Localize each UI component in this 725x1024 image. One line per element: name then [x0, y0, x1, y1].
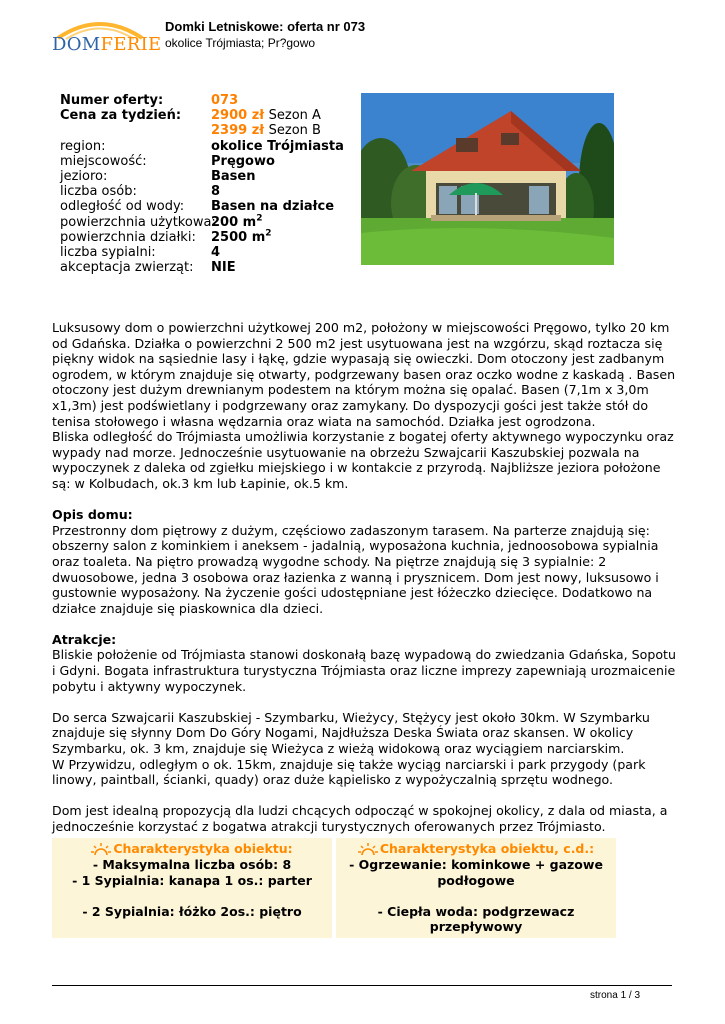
spec-label: liczba sypialni: — [60, 244, 156, 260]
spec-value: Pręgowo — [211, 153, 275, 169]
features-box-left — [52, 838, 332, 938]
spec-label: Numer oferty: — [60, 93, 164, 108]
attractions-paragraph: Bliskie położenie od Trójmiasta stanowi doskonałą bazę wypadową do zwiedzania Gdańska, Sopotu i Gdyni. Bogata infrastruktura turystyczna Trójmiasta oraz liczne imprezy zapewniają urozmaicenie pobytu i aktywny wypoczynek. — [52, 647, 676, 694]
features-list — [56, 857, 328, 919]
spec-label: odległość od wody: — [60, 199, 185, 215]
feature-item: - 1 Sypialnia: kanapa 1 os.: parter — [72, 872, 312, 888]
spec-label: powierzchnia działki: — [60, 229, 196, 245]
attractions-heading: Atrakcje: — [52, 631, 117, 647]
spec-label: powierzchnia użytkowa: — [60, 214, 216, 230]
spec-value: Basen na działce — [211, 199, 335, 215]
sun-icon — [358, 842, 378, 856]
house-heading: Opis domu: — [52, 507, 133, 523]
page-title: Domki Letniskowe: oferta nr 073 — [165, 19, 366, 34]
attractions-paragraph-2: Do serca Szwajcarii Kaszubskiej - Szymbarku, Wieżycy, Stężycy jest około 30km. W Szymbarku znajduje się słynny Dom Do Góry Nogami, Najdłuższa Deska Świata oraz skansen. W okolicy Szymbarku, ok. 3 km, znajduje się Wieżyca z wieżą widokową oraz wyciągiem narciarskim. — [52, 709, 650, 757]
feature-item: - Ogrzewanie: kominkowe + gazowe podłogowe — [349, 857, 603, 888]
spec-value: Basen — [211, 168, 256, 184]
spec-value: 8 — [211, 184, 221, 200]
intro-paragraph-2: Bliska odległość do Trójmiasta umożliwia korzystanie z bogatej oferty aktywnego wypoczynku oraz wypady nad morze. Jednocześnie usytuowanie na obrzeżu Szwajcarii Kaszubskiej pozwala na wypoczynek z daleka od zgiełku miejskiego i w kontakcie z przyrodą. Najbliższe jeziora położone są: w Kolbudach, ok.3 km lub Łapinie, ok.5 km. — [52, 429, 674, 491]
spec-label: liczba osób: — [60, 184, 137, 200]
price-a-season: Sezon A — [268, 108, 321, 124]
house-photo — [361, 93, 614, 265]
spec-unit-sup: 2 — [265, 228, 272, 239]
features-box-right — [336, 838, 616, 938]
features-list — [340, 857, 612, 935]
spec-label: miejscowość: — [60, 153, 147, 169]
attractions-paragraph-3: W Przywidzu, odległym o ok. 15km, znajduje się także wyciąg narciarski i park przygody (park linowy, paintball, ścianki, quady) oraz duże kąpielisko z wypożyczalnią sprzętu wodnego. — [52, 756, 646, 788]
spec-label: Cena za tydzień: — [60, 108, 182, 124]
offer-number: 073 — [211, 93, 239, 108]
spec-value: okolice Trójmiasta — [211, 138, 344, 154]
closing-paragraph: Dom jest idealną propozycją dla ludzi chcących odpocząć w spokojnej okolicy, z dala od miasta, a jednocześnie korzystać z bogatwa atrakcji turystycznych oferowanych przez Trójmiasto. — [52, 803, 668, 834]
price-a-amount: 2900 zł — [211, 108, 265, 124]
domferie-logo — [52, 16, 162, 66]
price-b-amount: 2399 zł — [211, 123, 265, 139]
house-description: Przestronny dom piętrowy z dużym, częściowo zadaszonym tarasem. Na parterze znajdują się: obszerny salon z kominkiem i aneksem - jadalnią, wyposażona kuchnia, jednoosobowa sypialnia oraz toaleta. Na piętro prowadzą wygodne schody. Na piętrze znajdują się 3 sypialnie: 2 dwuosobowe, jedna 3 osobowa oraz łazienka z wanną i prysznicem. Dom jest nowy, luksusowo i gustownie wyposażony. Na życzenie gości udostępniane jest łóżeczko dziecięce. Dodatkowo na działce znajduje się piaskownica dla dzieci. — [52, 522, 659, 616]
page-subtitle: okolice Trójmiasta; Pr?gowo — [165, 36, 316, 50]
spec-label: akceptacja zwierząt: — [60, 260, 194, 276]
spec-label: region: — [60, 138, 106, 154]
feature-item: - Maksymalna liczba osób: 8 — [92, 857, 292, 872]
page-number: strona 1 / 3 — [590, 990, 641, 1001]
spec-value: NIE — [211, 260, 236, 276]
features-title: Charakterystyka obiektu, c.d.: — [336, 841, 616, 856]
footer-divider — [52, 985, 672, 986]
offer-description — [52, 320, 677, 835]
intro-paragraph: Luksusowy dom o powierzchni użytkowej 200 m2, położony w miejscowości Pręgowo, tylko 20 km od Gdańska. Działka o powierzchni 2 500 m2 jest usytuowana jest na wzgórzu, skąd roztacza się piękny widok na sąsiednie lasy i łąkę, gdzie wypasają się owieczki. Dom otoczony jest zadbanym ogrodem, w którym znajduje się otwarty, podgrzewany basen oraz oczko wodne z kaskadą . Basen otoczony jest dużym drewnianym podestem na którym można się opalać. Basen (7,1m x 3,0m x1,3m) jest podświetlany i podgrzewany oraz zamykany. Do dyspozycji gości jest także stół do tenisa stołowego i własna wędzarnia oraz wiata na samochód. Działka jest ogrodzona. — [52, 320, 676, 429]
spec-label: jezioro: — [60, 168, 108, 184]
spec-value: 4 — [211, 244, 221, 260]
price-b-season: Sezon B — [268, 123, 321, 139]
logo-text: DOMFERIE — [52, 34, 162, 55]
feature-item: - Ciepła woda: podgrzewacz przepływowy — [377, 903, 575, 934]
sun-icon — [91, 842, 111, 856]
feature-item: - 2 Sypialnia: łóżko 2os.: piętro — [82, 903, 302, 919]
spec-unit-sup: 2 — [256, 213, 263, 224]
features-title: Charakterystyka obiektu: — [52, 841, 332, 856]
spec-value: 2500 m — [211, 229, 266, 245]
spec-value: 200 m — [211, 214, 257, 230]
